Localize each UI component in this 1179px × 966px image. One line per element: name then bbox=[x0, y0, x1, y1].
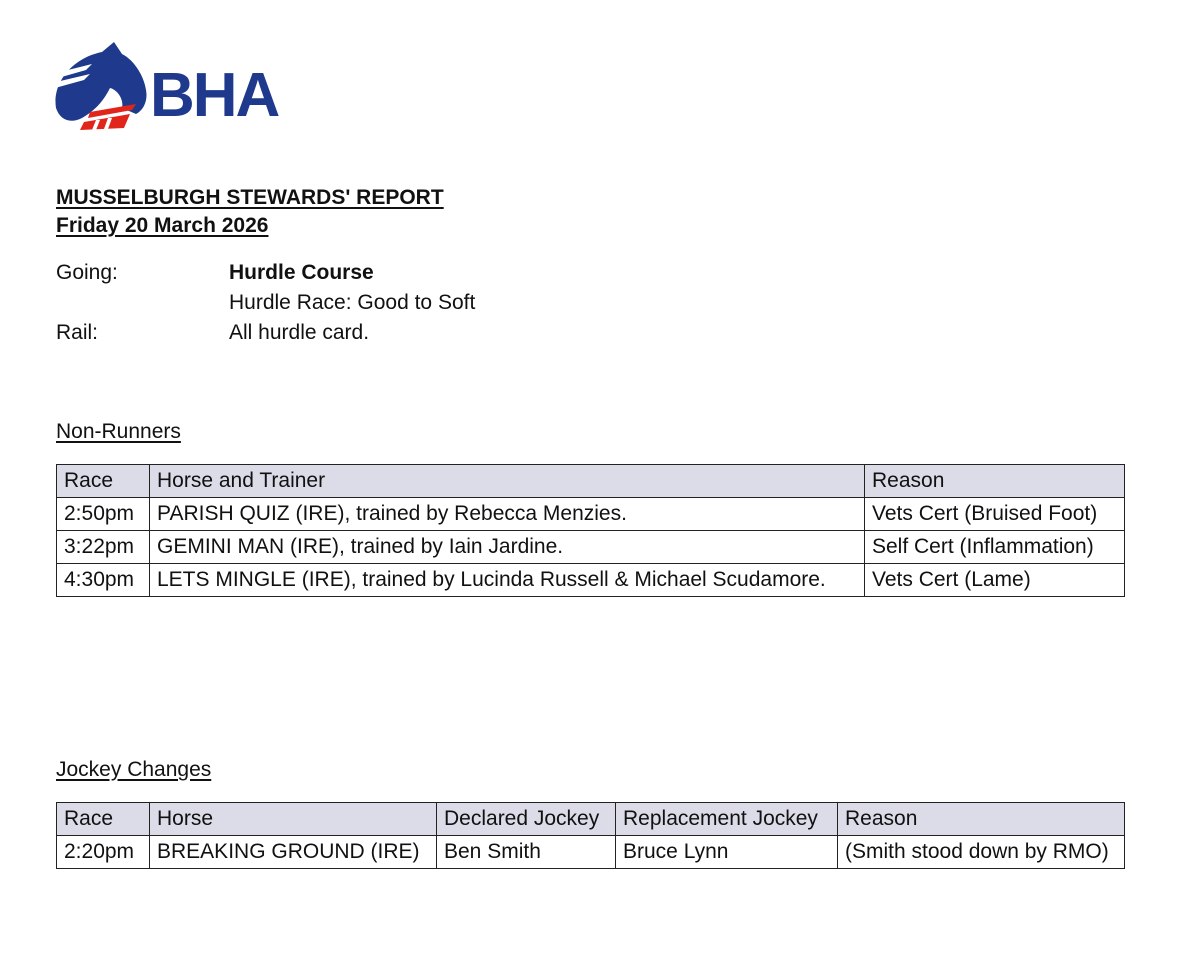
table-row bbox=[57, 836, 1125, 869]
cell-race: 4:30pm bbox=[57, 564, 150, 597]
cell-reason: Vets Cert (Lame) bbox=[865, 564, 1125, 597]
header-declared-jockey: Declared Jockey bbox=[437, 803, 616, 836]
non-runners-heading: Non-Runners bbox=[56, 420, 181, 443]
header-race: Race bbox=[57, 465, 150, 498]
header-horse-trainer: Horse and Trainer bbox=[150, 465, 865, 498]
cell-horse-trainer: PARISH QUIZ (IRE), trained by Rebecca Menzies. bbox=[150, 498, 865, 531]
jockey-changes-table bbox=[56, 802, 1125, 869]
rail-label: Rail: bbox=[56, 321, 99, 344]
report-title-block bbox=[56, 184, 444, 240]
bha-logo bbox=[52, 38, 292, 133]
header-race: Race bbox=[57, 803, 150, 836]
header-reason: Reason bbox=[865, 465, 1125, 498]
report-title: MUSSELBURGH STEWARDS' REPORT bbox=[56, 186, 444, 209]
cell-reason: Self Cert (Inflammation) bbox=[865, 531, 1125, 564]
going-detail: Hurdle Race: Good to Soft bbox=[229, 291, 476, 314]
non-runners-table bbox=[56, 464, 1125, 597]
jockey-changes-heading: Jockey Changes bbox=[56, 758, 212, 781]
table-row bbox=[57, 531, 1125, 564]
header-replacement-jockey: Replacement Jockey bbox=[616, 803, 838, 836]
going-course: Hurdle Course bbox=[229, 261, 374, 284]
going-section bbox=[56, 258, 475, 348]
cell-horse-trainer: GEMINI MAN (IRE), trained by Iain Jardine. bbox=[150, 531, 865, 564]
cell-horse: BREAKING GROUND (IRE) bbox=[150, 836, 437, 869]
cell-replacement-jockey: Bruce Lynn bbox=[616, 836, 838, 869]
cell-race: 3:22pm bbox=[57, 531, 150, 564]
cell-reason: (Smith stood down by RMO) bbox=[838, 836, 1125, 869]
header-horse: Horse bbox=[150, 803, 437, 836]
rail-value: All hurdle card. bbox=[229, 321, 370, 344]
cell-race: 2:50pm bbox=[57, 498, 150, 531]
cell-reason: Vets Cert (Bruised Foot) bbox=[865, 498, 1125, 531]
going-label: Going: bbox=[56, 261, 118, 284]
bha-horse-logo-icon bbox=[52, 38, 292, 133]
cell-horse-trainer: LETS MINGLE (IRE), trained by Lucinda Russell & Michael Scudamore. bbox=[150, 564, 865, 597]
cell-declared-jockey: Ben Smith bbox=[437, 836, 616, 869]
table-header-row bbox=[57, 465, 1125, 498]
table-row bbox=[57, 564, 1125, 597]
table-row bbox=[57, 498, 1125, 531]
header-reason: Reason bbox=[838, 803, 1125, 836]
report-date: Friday 20 March 2026 bbox=[56, 214, 269, 237]
cell-race: 2:20pm bbox=[57, 836, 150, 869]
svg-text:BHA: BHA bbox=[150, 61, 279, 130]
table-header-row bbox=[57, 803, 1125, 836]
